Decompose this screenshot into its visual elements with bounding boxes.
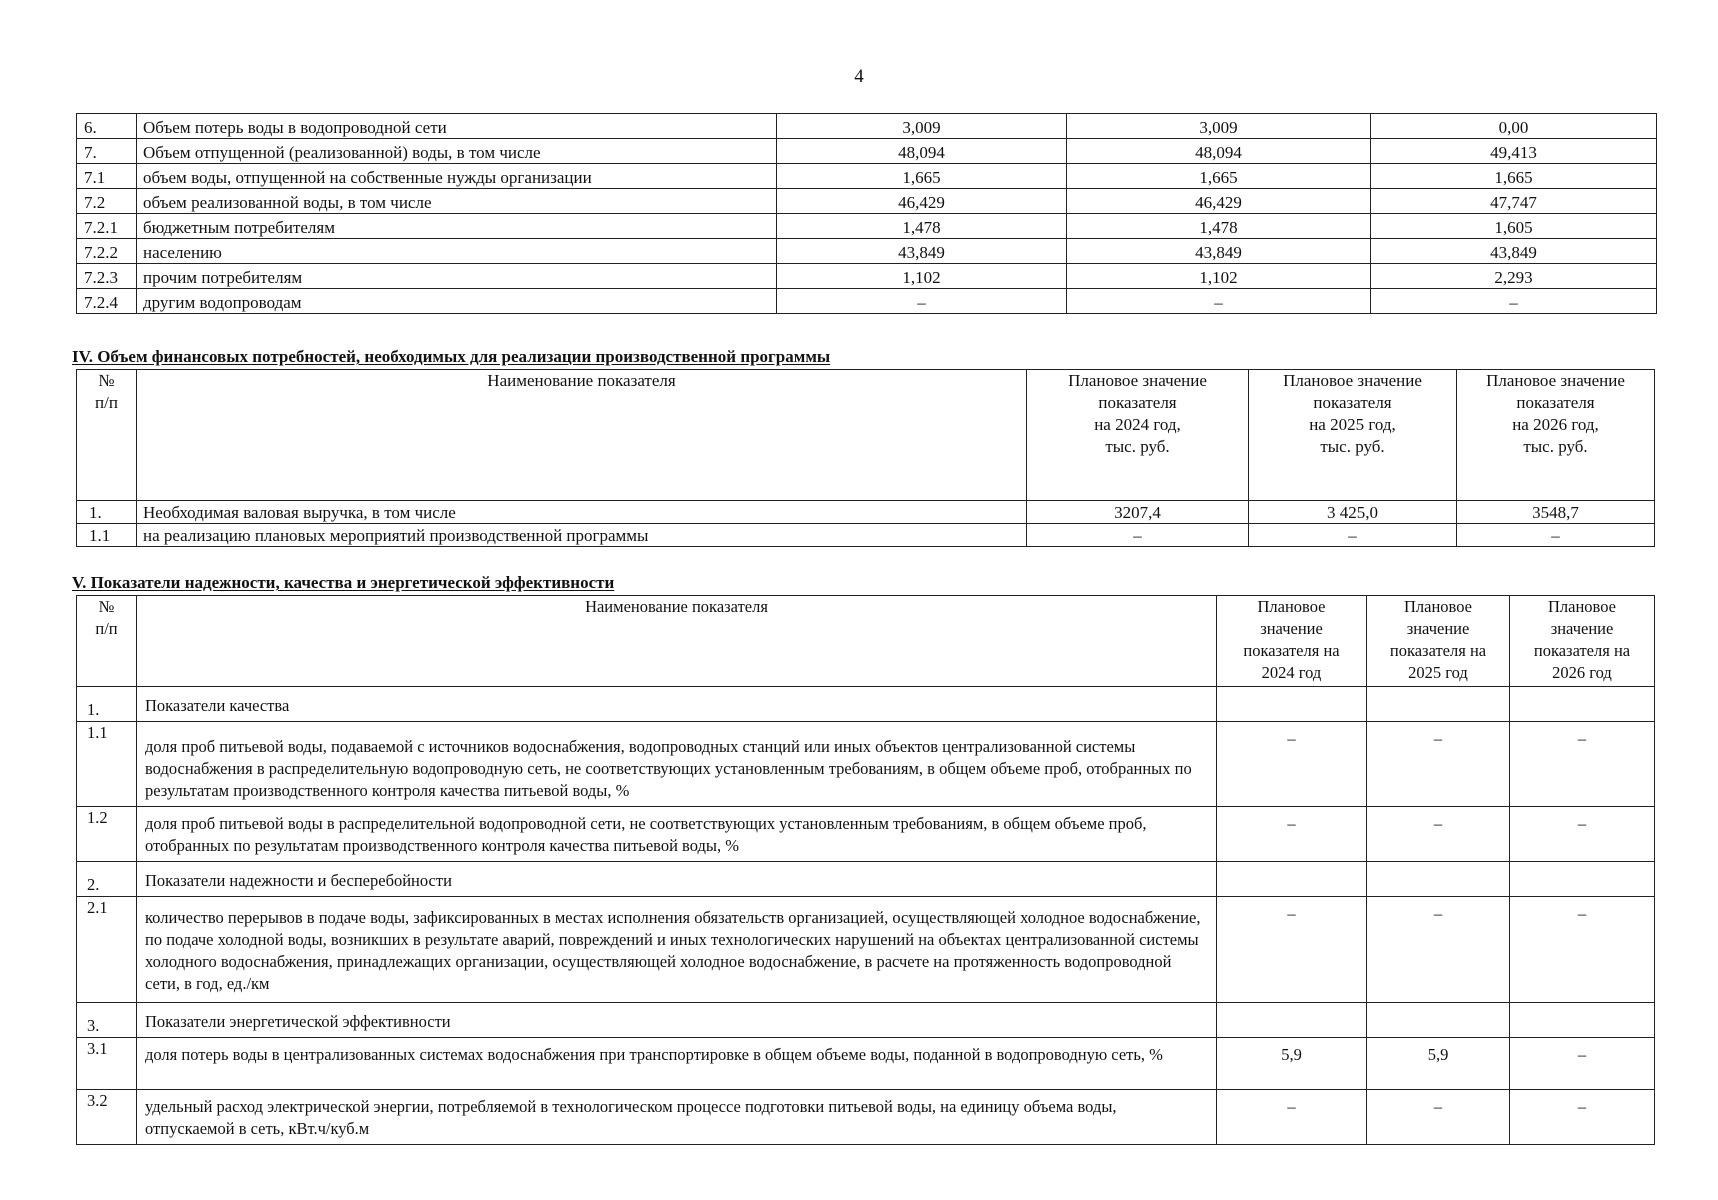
water-volume-table xyxy=(76,113,1657,314)
value-cell: – xyxy=(1367,722,1510,807)
value-cell: – xyxy=(1217,807,1367,862)
table-row xyxy=(77,139,1657,164)
row-number: 3. xyxy=(77,1003,137,1038)
table-row xyxy=(77,687,1655,722)
value-cell: 1,605 xyxy=(1371,214,1657,239)
value-cell: – xyxy=(1510,807,1655,862)
header-text: Плановое xyxy=(1547,597,1616,616)
value-cell: – xyxy=(1510,897,1655,1003)
value-cell: 5,9 xyxy=(1217,1038,1367,1090)
row-label: доля проб питьевой воды в распределительной водопроводной сети, не соответствующих установленным требованиям, в общем объеме проб, отобранных по результатам производственного контроля качества питьевой воды, % xyxy=(137,807,1217,862)
row-number: 7.1 xyxy=(77,164,137,189)
row-label: на реализацию плановых мероприятий производственной программы xyxy=(137,524,1027,547)
value-cell: – xyxy=(1510,722,1655,807)
row-label: Необходимая валовая выручка, в том числе xyxy=(137,501,1027,524)
row-number: 7.2.2 xyxy=(77,239,137,264)
table-row xyxy=(77,862,1655,897)
value-cell: – xyxy=(1457,524,1655,547)
row-number: 7. xyxy=(77,139,137,164)
header-text: на 2024 год, xyxy=(1094,415,1181,434)
value-cell xyxy=(1367,1003,1510,1038)
row-label: прочим потребителям xyxy=(137,264,777,289)
table-row xyxy=(77,239,1657,264)
value-cell: – xyxy=(1367,897,1510,1003)
value-cell: 43,849 xyxy=(777,239,1067,264)
row-label: доля потерь воды в централизованных системах водоснабжения при транспортировке в общем объеме воды, поданной в водопроводную сеть, % xyxy=(137,1038,1217,1090)
value-cell: 1,478 xyxy=(1067,214,1371,239)
value-cell: 48,094 xyxy=(1067,139,1371,164)
column-header-2026 xyxy=(1510,596,1655,687)
header-text: значение xyxy=(1406,619,1470,638)
table-header-row xyxy=(77,596,1655,687)
value-cell: – xyxy=(1367,807,1510,862)
section-heading: IV. Объем финансовых потребностей, необходимых для реализации производственной программы xyxy=(72,347,831,366)
table-row xyxy=(77,264,1657,289)
value-cell: 2,293 xyxy=(1371,264,1657,289)
header-text: Плановое xyxy=(1257,597,1326,616)
row-label: Объем отпущенной (реализованной) воды, в том числе xyxy=(137,139,777,164)
financial-needs-table xyxy=(76,369,1655,547)
header-text: тыс. руб. xyxy=(1320,437,1385,456)
row-number: 7.2.3 xyxy=(77,264,137,289)
row-number: 2. xyxy=(77,862,137,897)
value-cell: – xyxy=(1510,1038,1655,1090)
table-row xyxy=(77,807,1655,862)
value-cell: 47,747 xyxy=(1371,189,1657,214)
row-number: 3.1 xyxy=(77,1038,137,1090)
table-row xyxy=(77,897,1655,1003)
value-cell: 3207,4 xyxy=(1027,501,1249,524)
value-cell: 3,009 xyxy=(1067,114,1371,139)
row-number: 7.2 xyxy=(77,189,137,214)
value-cell: 1,665 xyxy=(1371,164,1657,189)
table-row xyxy=(77,289,1657,314)
value-cell: 46,429 xyxy=(1067,189,1371,214)
reliability-quality-table xyxy=(76,595,1655,1145)
table-row xyxy=(77,214,1657,239)
column-header-number xyxy=(77,596,137,687)
table-row xyxy=(77,524,1655,547)
column-header-2024 xyxy=(1217,596,1367,687)
table-row xyxy=(77,164,1657,189)
row-label: бюджетным потребителям xyxy=(137,214,777,239)
header-text: значение xyxy=(1260,619,1323,638)
row-number: 2.1 xyxy=(77,897,137,1003)
value-cell: 1,665 xyxy=(777,164,1067,189)
row-number: 7.2.4 xyxy=(77,289,137,314)
value-cell: – xyxy=(1217,897,1367,1003)
value-cell: – xyxy=(1371,289,1657,314)
header-text: п/п xyxy=(95,393,118,412)
table-row xyxy=(77,114,1657,139)
header-text: значение xyxy=(1550,619,1614,638)
column-header-2025 xyxy=(1249,370,1457,501)
value-cell: 43,849 xyxy=(1371,239,1657,264)
row-number: 1.2 xyxy=(77,807,137,862)
value-cell: 1,665 xyxy=(1067,164,1371,189)
row-label: Показатели надежности и бесперебойности xyxy=(137,862,1217,897)
header-text: 2024 год xyxy=(1261,663,1322,682)
column-header-name: Наименование показателя xyxy=(137,596,1217,687)
value-cell xyxy=(1510,862,1655,897)
value-cell: 3,009 xyxy=(777,114,1067,139)
row-label: удельный расход электрической энергии, потребляемой в технологическом процессе подготовки питьевой воды, на единицу объема воды, отпускаемой в сеть, кВт.ч/куб.м xyxy=(137,1090,1217,1145)
row-label: доля проб питьевой воды, подаваемой с источников водоснабжения, водопроводных станций или иных объектов централизованной системы водоснабжения в распределительную водопроводную сеть, не соответствующих установленным требованиям, в общем объеме проб, отобранных по результатам производственного контроля качества питьевой воды, % xyxy=(137,722,1217,807)
value-cell: – xyxy=(1217,722,1367,807)
value-cell: 0,00 xyxy=(1371,114,1657,139)
row-label: количество перерывов в подаче воды, зафиксированных в местах исполнения обязательств организацией, осуществляющей холодное водоснабжение, по подаче холодной воды, возникших в результате аварий, повреждений и иных технологических нарушений на объектах централизованной системы холодного водоснабжения, принадлежащих организации, осуществляющей холодное водоснабжение, в расчете на протяженность водопроводной сети, в год, ед./км xyxy=(137,897,1217,1003)
header-text: Плановое значение xyxy=(1068,371,1207,390)
row-label: Объем потерь воды в водопроводной сети xyxy=(137,114,777,139)
header-text: показателя xyxy=(1516,393,1595,412)
header-text: Плановое значение xyxy=(1283,371,1422,390)
value-cell: 1,102 xyxy=(1067,264,1371,289)
row-label: другим водопроводам xyxy=(137,289,777,314)
column-header-2025 xyxy=(1367,596,1510,687)
row-label: населению xyxy=(137,239,777,264)
row-number: 1. xyxy=(77,687,137,722)
header-text: п/п xyxy=(95,619,118,638)
header-text: на 2026 год, xyxy=(1512,415,1599,434)
value-cell xyxy=(1510,1003,1655,1038)
row-label: Показатели энергетической эффективности xyxy=(137,1003,1217,1038)
header-text: 2025 год xyxy=(1408,663,1468,682)
value-cell: – xyxy=(1510,1090,1655,1145)
header-text: тыс. руб. xyxy=(1105,437,1170,456)
value-cell xyxy=(1367,687,1510,722)
header-text: на 2025 год, xyxy=(1309,415,1396,434)
value-cell: 1,478 xyxy=(777,214,1067,239)
column-header-name: Наименование показателя xyxy=(137,370,1027,501)
header-text: Плановое значение xyxy=(1486,371,1625,390)
header-text: показателя xyxy=(1313,393,1392,412)
row-label: объем воды, отпущенной на собственные нужды организации xyxy=(137,164,777,189)
value-cell: – xyxy=(777,289,1067,314)
header-text: показателя на xyxy=(1243,641,1340,660)
table-row xyxy=(77,1038,1655,1090)
row-number: 3.2 xyxy=(77,1090,137,1145)
value-cell: – xyxy=(1249,524,1457,547)
row-number: 1. xyxy=(77,501,137,524)
value-cell: 3 425,0 xyxy=(1249,501,1457,524)
table-row xyxy=(77,1003,1655,1038)
value-cell: 48,094 xyxy=(777,139,1067,164)
value-cell: – xyxy=(1367,1090,1510,1145)
row-label: Показатели качества xyxy=(137,687,1217,722)
column-header-2024 xyxy=(1027,370,1249,501)
value-cell: 43,849 xyxy=(1067,239,1371,264)
table-row xyxy=(77,501,1655,524)
header-text: 2026 год xyxy=(1552,663,1612,682)
table-row xyxy=(77,1090,1655,1145)
value-cell xyxy=(1367,862,1510,897)
section-heading: V. Показатели надежности, качества и энергетической эффективности xyxy=(72,573,615,592)
header-text: № xyxy=(98,597,115,616)
value-cell: 5,9 xyxy=(1367,1038,1510,1090)
value-cell xyxy=(1510,687,1655,722)
row-number: 7.2.1 xyxy=(77,214,137,239)
value-cell xyxy=(1217,687,1367,722)
row-label: объем реализованной воды, в том числе xyxy=(137,189,777,214)
value-cell: – xyxy=(1027,524,1249,547)
header-text: Плановое xyxy=(1403,597,1472,616)
value-cell: 3548,7 xyxy=(1457,501,1655,524)
value-cell xyxy=(1217,862,1367,897)
header-text: показателя xyxy=(1098,393,1177,412)
row-number: 1.1 xyxy=(77,722,137,807)
value-cell: – xyxy=(1067,289,1371,314)
value-cell xyxy=(1217,1003,1367,1038)
row-number: 6. xyxy=(77,114,137,139)
header-text: тыс. руб. xyxy=(1523,437,1588,456)
value-cell: 49,413 xyxy=(1371,139,1657,164)
table-header-row xyxy=(77,370,1655,501)
column-header-2026 xyxy=(1457,370,1655,501)
column-header-number xyxy=(77,370,137,501)
row-number: 1.1 xyxy=(77,524,137,547)
header-text: № xyxy=(98,371,115,390)
value-cell: 1,102 xyxy=(777,264,1067,289)
value-cell: – xyxy=(1217,1090,1367,1145)
header-text: показателя на xyxy=(1389,641,1487,660)
table-row xyxy=(77,189,1657,214)
page-number: 4 xyxy=(854,66,864,87)
value-cell: 46,429 xyxy=(777,189,1067,214)
table-row xyxy=(77,722,1655,807)
header-text: показателя на xyxy=(1533,641,1631,660)
